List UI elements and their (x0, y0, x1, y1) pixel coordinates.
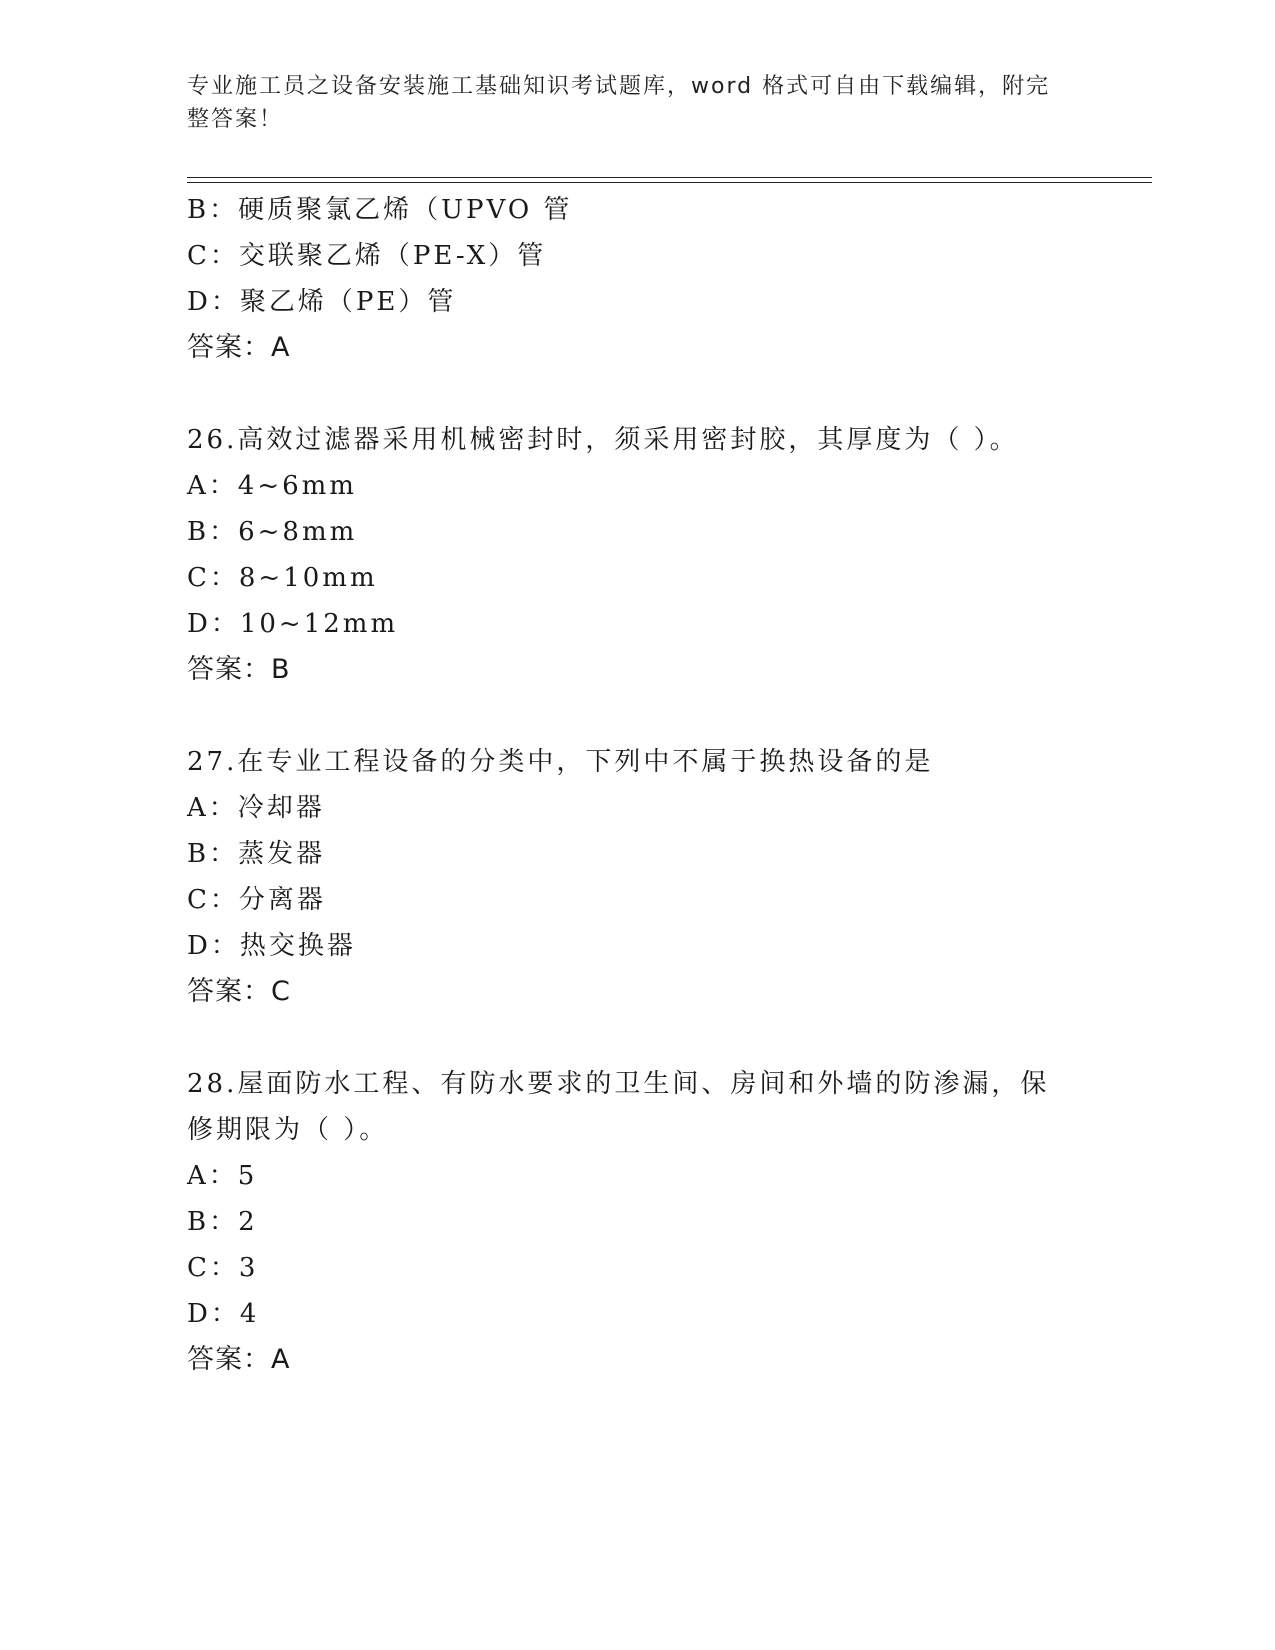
option-b: B：硬质聚氯乙烯（UPVO 管 (187, 195, 573, 225)
option-d: D：4 (187, 1299, 260, 1329)
answer-line: 答案：A (187, 332, 291, 363)
answer-line: 答案：A (187, 1344, 291, 1375)
option-b: B：6~8mm (187, 517, 358, 547)
question-block-continued (187, 187, 1087, 371)
answer-line: 答案：C (187, 976, 291, 1007)
option-d: D：热交换器 (187, 931, 356, 961)
question-block (187, 417, 1087, 693)
spacer (187, 1015, 1087, 1061)
question-text: 27.在专业工程设备的分类中，下列中不属于换热设备的是 (187, 747, 934, 777)
header-divider-bottom (187, 182, 1152, 183)
question-text: 28.屋面防水工程、有防水要求的卫生间、房间和外墙的防渗漏，保修期限为（ ）。 (187, 1069, 1050, 1145)
header-divider-top (187, 177, 1152, 178)
option-c: C：交联聚乙烯（PE-X）管 (187, 241, 547, 271)
option-b: B：蒸发器 (187, 839, 326, 869)
option-a: A：冷却器 (187, 793, 325, 823)
option-c: C：3 (187, 1253, 259, 1283)
question-block (187, 1061, 1087, 1383)
option-c: C：8~10mm (187, 563, 378, 593)
option-a: A：5 (187, 1161, 258, 1191)
document-header: 专业施工员之设备安装施工基础知识考试题库，word 格式可自由下载编辑，附完整答案！ (187, 74, 1051, 132)
answer-line: 答案：B (187, 654, 291, 685)
option-d: D：10~12mm (187, 609, 399, 639)
option-b: B：2 (187, 1207, 258, 1237)
option-d: D：聚乙烯（PE）管 (187, 287, 457, 317)
question-list (187, 187, 1087, 1383)
spacer (187, 371, 1087, 417)
question-block (187, 739, 1087, 1015)
spacer (187, 693, 1087, 739)
option-c: C：分离器 (187, 885, 326, 915)
option-a: A：4~6mm (187, 471, 357, 501)
question-text: 26.高效过滤器采用机械密封时，须采用密封胶，其厚度为（ ）。 (187, 425, 1019, 455)
